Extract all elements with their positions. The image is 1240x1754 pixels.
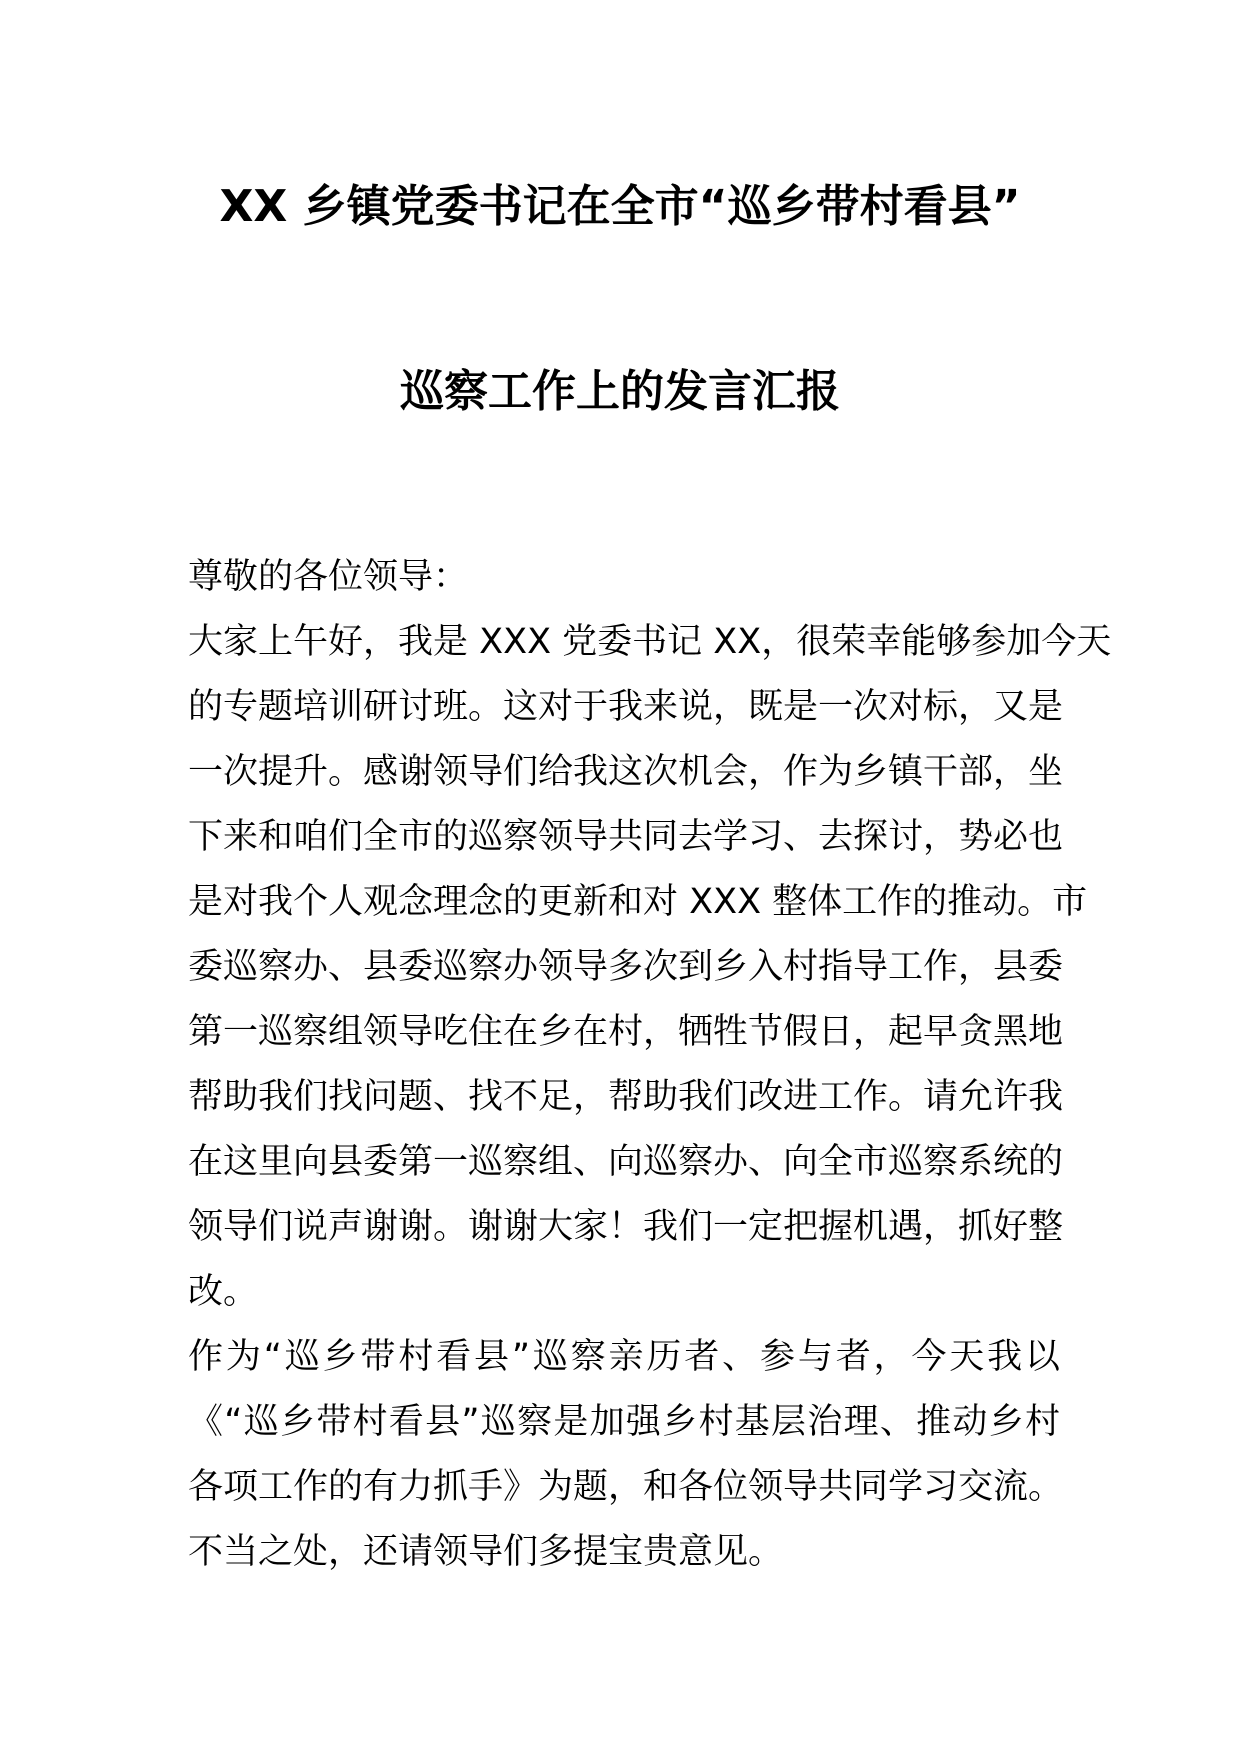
body-line: 大家上午好，我是 XXX 党委书记 XX，很荣幸能够参加今天 xyxy=(188,622,1112,662)
salutation: 尊敬的各位领导： xyxy=(188,557,469,597)
body-line: 的专题培训研讨班。这对于我来说，既是一次对标，又是 xyxy=(188,687,1064,727)
body-line: 一次提升。感谢领导们给我这次机会，作为乡镇干部，坐 xyxy=(188,752,1064,792)
body-line: 在这里向县委第一巡察组、向巡察办、向全市巡察系统的 xyxy=(188,1142,1064,1182)
body-line: 领导们说声谢谢。谢谢大家！我们一定把握机遇，抓好整 xyxy=(188,1207,1064,1247)
body-line: 作为“巡乡带村看县”巡察亲历者、参与者，今天我以 xyxy=(188,1337,1060,1377)
body-line: 是对我个人观念理念的更新和对 XXX 整体工作的推动。市 xyxy=(188,882,1088,922)
document-title-line-1: XX 乡镇党委书记在全市“巡乡带村看县” xyxy=(219,181,1021,232)
body-line: 改。 xyxy=(188,1272,259,1312)
body-line: 下来和咱们全市的巡察领导共同去学习、去探讨，势必也 xyxy=(188,817,1064,857)
document-body xyxy=(188,545,1112,1585)
body-line: 各项工作的有力抓手》为题，和各位领导共同学习交流。 xyxy=(188,1467,1064,1507)
body-line: 不当之处，还请领导们多提宝贵意见。 xyxy=(188,1532,784,1572)
body-line: 《“巡乡带村看县”巡察是加强乡村基层治理、推动乡村 xyxy=(188,1402,1060,1442)
document-title-line-2: 巡察工作上的发言汇报 xyxy=(400,366,840,417)
body-line: 第一巡察组领导吃住在乡在村，牺牲节假日，起早贪黑地 xyxy=(188,1012,1064,1052)
body-line: 委巡察办、县委巡察办领导多次到乡入村指导工作，县委 xyxy=(188,947,1064,987)
body-line: 帮助我们找问题、找不足，帮助我们改进工作。请允许我 xyxy=(188,1077,1064,1117)
